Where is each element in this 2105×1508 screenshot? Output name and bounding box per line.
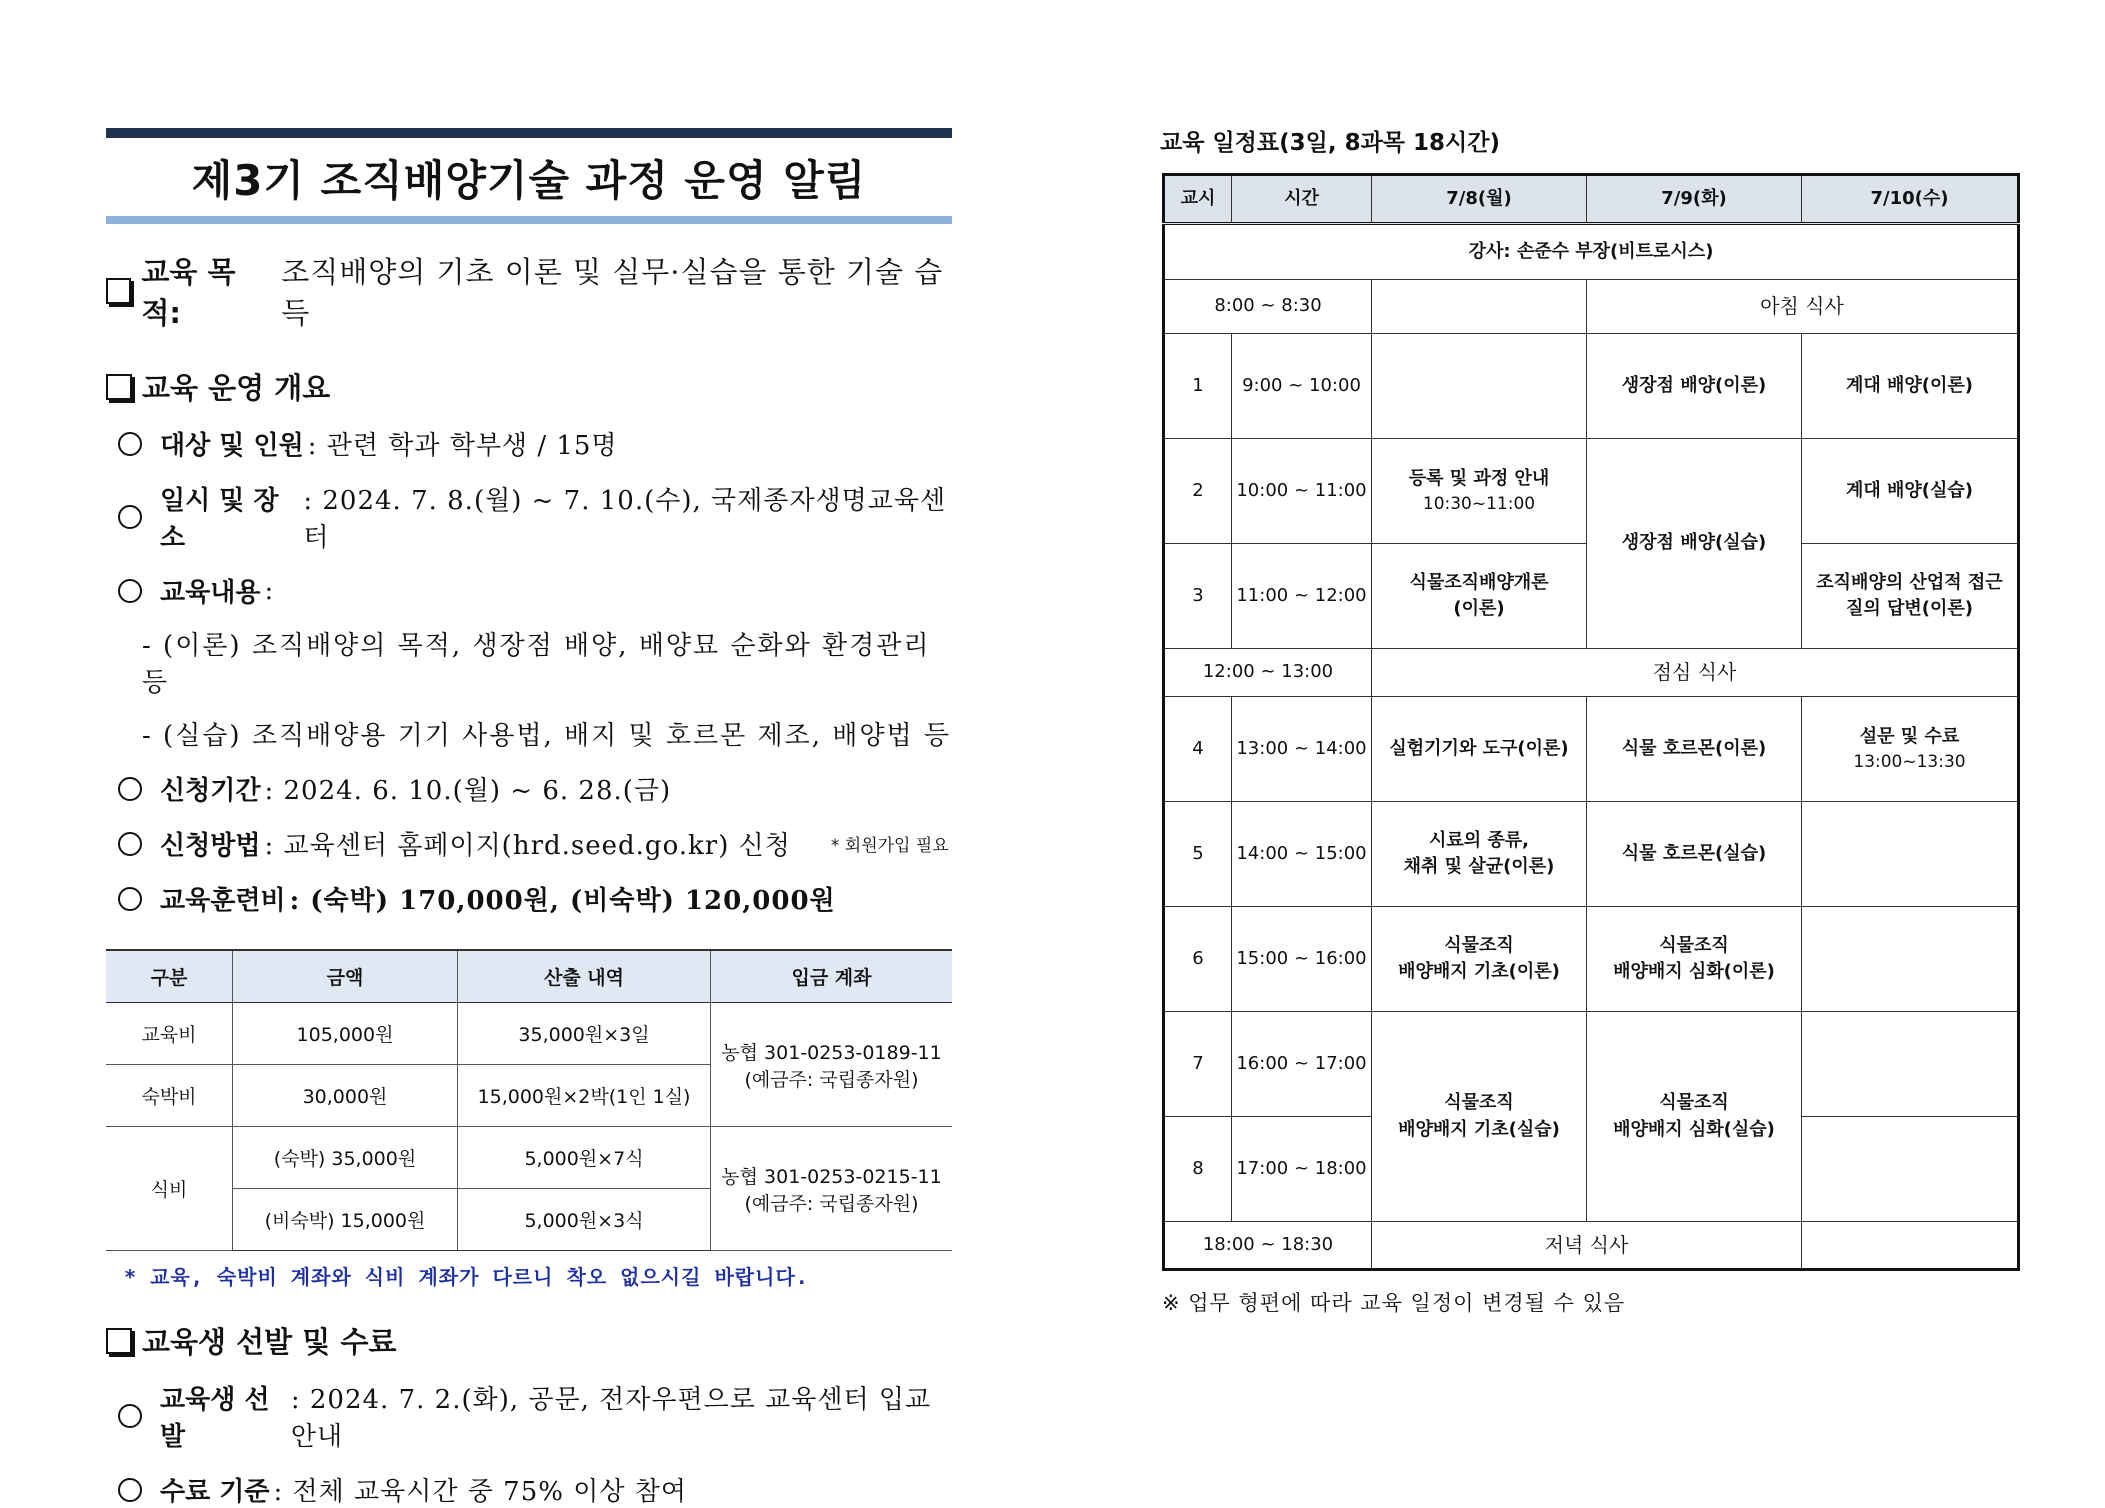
content-theory: - (이론) 조직배양의 목적, 생장점 배양, 배양묘 순화와 환경관리 등 <box>142 631 931 698</box>
column-header: 7/10(수) <box>1802 175 2019 224</box>
table-cell <box>1372 280 1587 334</box>
circle-bullet-icon <box>118 887 142 911</box>
circle-bullet-icon <box>118 777 142 801</box>
table-cell: 점심 식사 <box>1372 649 2019 697</box>
page-title: 제3기 조직배양기술 과정 운영 알림 <box>191 156 867 205</box>
column-header: 구분 <box>106 950 233 1003</box>
purpose-label: 교육 목적: <box>141 255 236 330</box>
table-cell: 17:00 ~ 18:00 <box>1232 1117 1372 1222</box>
table-cell: 10:00 ~ 11:00 <box>1232 439 1372 544</box>
column-header: 교시 <box>1164 175 1232 224</box>
table-cell: 30,000원 <box>233 1065 458 1127</box>
table-cell: 식물조직 배양배지 기초(이론) <box>1372 907 1587 1012</box>
table-row <box>1164 334 2019 439</box>
table-cell: (숙박) 35,000원 <box>233 1127 458 1189</box>
left-column <box>106 128 952 1508</box>
circle-bullet-icon <box>118 1478 142 1502</box>
table-cell <box>1802 1222 2019 1270</box>
select-item: 교육생 선발 : 2024. 7. 2.(화), 공문, 전자우편으로 교육센터 입교 안내 <box>106 1379 952 1453</box>
table-cell: 실험기기와 도구(이론) <box>1372 697 1587 802</box>
table-cell: 생장점 배양(실습) <box>1587 439 1802 649</box>
content-practice: - (실습) 조직배양용 기기 사용법, 배지 및 호르몬 제조, 배양법 등 <box>142 721 952 751</box>
table-row <box>106 1127 952 1189</box>
table-cell: 8:00 ~ 8:30 <box>1164 280 1372 334</box>
schedule-title: 교육 일정표(3일, 8과목 18시간) <box>1160 130 1500 156</box>
table-cell: 식물조직 배양배지 심화(이론) <box>1587 907 1802 1012</box>
date-item: 일시 및 장소 : 2024. 7. 8.(월) ~ 7. 10.(수), 국제종자생명교육센터 <box>106 480 952 554</box>
table-cell: 5 <box>1164 802 1232 907</box>
table-cell: 16:00 ~ 17:00 <box>1232 1012 1372 1117</box>
table-cell: 등록 및 과정 안내 10:30~11:00 <box>1372 439 1587 544</box>
instructor-cell: 강사: 손준수 부장(비트로시스) <box>1164 224 2019 280</box>
table-cell: 조직배양의 산업적 접근 질의 답변(이론) <box>1802 544 2019 649</box>
table-cell: 2 <box>1164 439 1232 544</box>
table-row <box>1164 1222 2019 1270</box>
table-cell <box>1372 334 1587 439</box>
table-cell: 8 <box>1164 1117 1232 1222</box>
selection-heading: 교육생 선발 및 수료 <box>106 1320 952 1361</box>
table-cell: 1 <box>1164 334 1232 439</box>
table-row <box>1164 802 2019 907</box>
table-cell: 3 <box>1164 544 1232 649</box>
table-header-row <box>1164 175 2019 224</box>
checkbox-bullet-icon <box>106 278 131 304</box>
title-top-bar <box>106 128 952 138</box>
table-cell: 아침 식사 <box>1587 280 2019 334</box>
table-row <box>1164 1012 2019 1117</box>
overview-heading: 교육 운영 개요 <box>106 366 952 407</box>
column-header: 7/8(월) <box>1372 175 1587 224</box>
table-cell: 4 <box>1164 697 1232 802</box>
content-item: 교육내용 : <box>106 572 952 609</box>
table-cell: 교육비 <box>106 1003 233 1065</box>
schedule-table <box>1162 173 2020 1271</box>
title-bottom-bar <box>106 216 952 224</box>
table-row <box>1164 439 2019 544</box>
target-item: 대상 및 인원 : 관련 학과 학부생 / 15명 <box>106 425 952 462</box>
table-cell <box>1802 802 2019 907</box>
table-cell <box>1802 1117 2019 1222</box>
apply-method-item: 신청방법 : 교육센터 홈페이지(hrd.seed.go.kr) 신청 * 회원가입 필요 <box>106 825 952 862</box>
column-header: 시간 <box>1232 175 1372 224</box>
table-cell: 식물조직 배양배지 심화(실습) <box>1587 1012 1802 1222</box>
table-cell: 식물 호르몬(이론) <box>1587 697 1802 802</box>
circle-bullet-icon <box>118 579 142 603</box>
table-cell: 생장점 배양(이론) <box>1587 334 1802 439</box>
schedule-note: ※ 업무 형편에 따라 교육 일정이 변경될 수 있음 <box>1162 1291 1626 1315</box>
purpose-text: 조직배양의 기초 이론 및 실무·실습을 통한 기술 습득 <box>281 255 944 330</box>
checkbox-bullet-icon <box>106 1328 132 1354</box>
table-cell: 식물조직 배양배지 기초(실습) <box>1372 1012 1587 1222</box>
table-cell: 35,000원×3일 <box>458 1003 711 1065</box>
fee-note: * 교육, 숙박비 계좌와 식비 계좌가 다르니 착오 없으시길 바랍니다. <box>124 1265 809 1289</box>
table-cell: 식물조직배양개론 (이론) <box>1372 544 1587 649</box>
fee-table <box>106 949 952 1251</box>
column-header: 산출 내역 <box>458 950 711 1003</box>
account-cell: 농협 301-0253-0189-11 (예금주: 국립종자원) <box>711 1003 953 1127</box>
table-cell: 저녁 식사 <box>1372 1222 1802 1270</box>
right-column <box>1162 124 2017 1317</box>
apply-method-note: * 회원가입 필요 <box>830 836 949 856</box>
table-cell: 시료의 종류, 채취 및 살균(이론) <box>1372 802 1587 907</box>
circle-bullet-icon <box>118 1404 142 1428</box>
table-header-row <box>106 950 952 1003</box>
table-cell: 식비 <box>106 1127 233 1251</box>
table-cell: 18:00 ~ 18:30 <box>1164 1222 1372 1270</box>
table-row <box>1164 697 2019 802</box>
table-cell: 6 <box>1164 907 1232 1012</box>
table-row <box>1164 649 2019 697</box>
table-cell: 숙박비 <box>106 1065 233 1127</box>
table-cell: 15,000원×2박(1인 1실) <box>458 1065 711 1127</box>
table-cell: 105,000원 <box>233 1003 458 1065</box>
table-cell: 5,000원×7식 <box>458 1127 711 1189</box>
table-row <box>1164 224 2019 280</box>
purpose-section <box>106 250 952 332</box>
table-row <box>106 1003 952 1065</box>
table-cell: 7 <box>1164 1012 1232 1117</box>
table-cell <box>1802 1012 2019 1117</box>
apply-period-item: 신청기간 : 2024. 6. 10.(월) ~ 6. 28.(금) <box>106 770 952 807</box>
table-cell: 11:00 ~ 12:00 <box>1232 544 1372 649</box>
table-row <box>1164 280 2019 334</box>
complete-item: 수료 기준 : 전체 교육시간 중 75% 이상 참여 <box>106 1471 952 1508</box>
table-cell: 식물 호르몬(실습) <box>1587 802 1802 907</box>
table-cell <box>1802 907 2019 1012</box>
table-cell: 12:00 ~ 13:00 <box>1164 649 1372 697</box>
table-cell: (비숙박) 15,000원 <box>233 1189 458 1251</box>
table-cell: 5,000원×3식 <box>458 1189 711 1251</box>
table-cell: 9:00 ~ 10:00 <box>1232 334 1372 439</box>
table-cell: 계대 배양(실습) <box>1802 439 2019 544</box>
table-cell: 13:00 ~ 14:00 <box>1232 697 1372 802</box>
fee-item: 교육훈련비 : (숙박) 170,000원, (비숙박) 120,000원 <box>106 880 952 917</box>
circle-bullet-icon <box>118 505 142 529</box>
table-cell: 설문 및 수료 13:00~13:30 <box>1802 697 2019 802</box>
table-row <box>1164 907 2019 1012</box>
table-cell: 계대 배양(이론) <box>1802 334 2019 439</box>
circle-bullet-icon <box>118 832 142 856</box>
column-header: 7/9(화) <box>1587 175 1802 224</box>
table-cell: 14:00 ~ 15:00 <box>1232 802 1372 907</box>
column-header: 금액 <box>233 950 458 1003</box>
account-cell: 농협 301-0253-0215-11 (예금주: 국립종자원) <box>711 1127 953 1251</box>
circle-bullet-icon <box>118 432 142 456</box>
checkbox-bullet-icon <box>106 374 132 400</box>
table-cell: 15:00 ~ 16:00 <box>1232 907 1372 1012</box>
column-header: 입금 계좌 <box>711 950 953 1003</box>
